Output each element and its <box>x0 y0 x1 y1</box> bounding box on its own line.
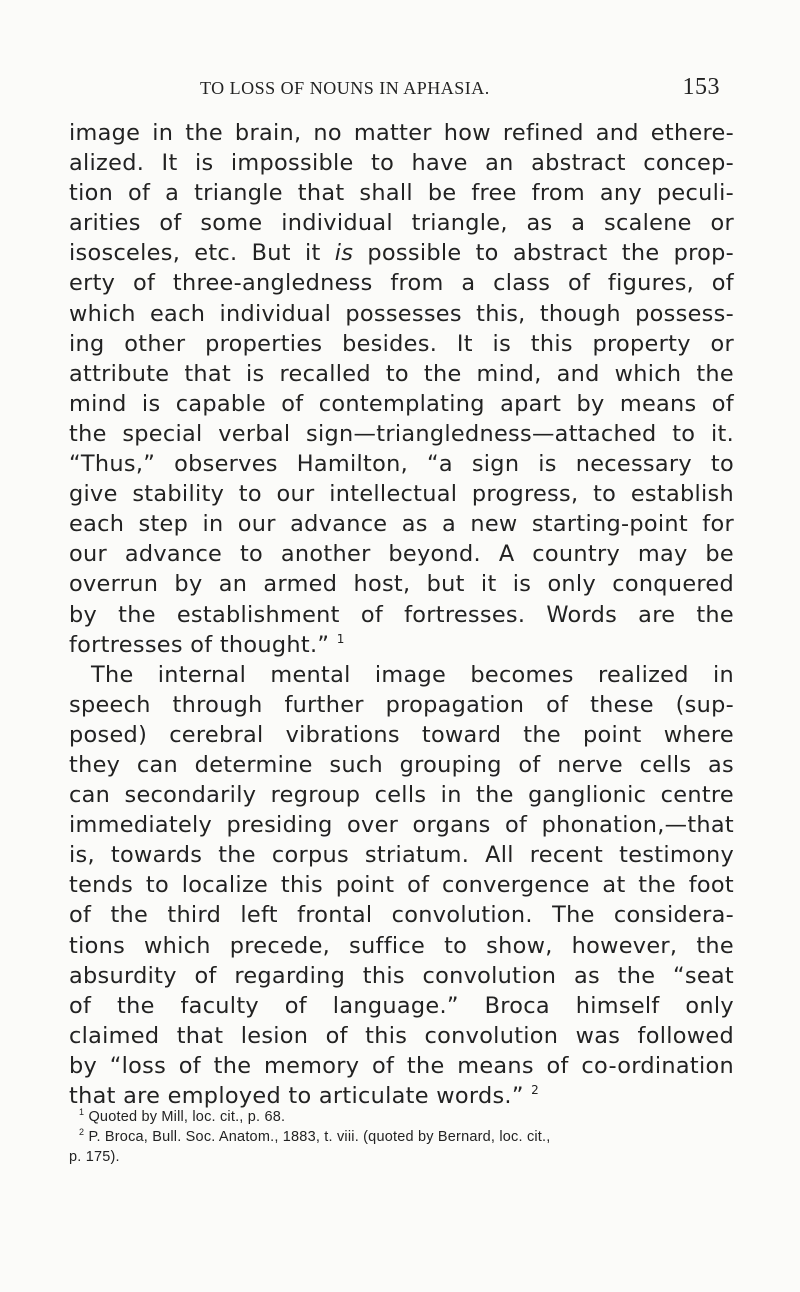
footnote-marker: 2 <box>79 1127 85 1137</box>
running-title: TO LOSS OF NOUNS IN APHASIA. <box>200 78 490 98</box>
text-line: our advance to another beyond. A country may be <box>69 541 734 568</box>
text-line: the special verbal sign—triangledness—attached to it. <box>69 420 734 447</box>
emphasis: is <box>334 240 354 267</box>
text-line: absurdity of regarding this convolution as the “seat <box>69 962 734 989</box>
text-line: of the faculty of language.” Broca himself only <box>69 992 734 1019</box>
text-line: mind is capable of contemplating apart by means of <box>69 390 734 417</box>
text-line-with-footnote <box>69 630 734 660</box>
footnote-ref: 1 <box>336 631 345 646</box>
text-line: tions which precede, suffice to show, however, the <box>69 932 734 959</box>
footnotes <box>69 1107 734 1167</box>
text-line: immediately presiding over organs of phonation,—that <box>69 812 734 839</box>
page-number: 153 <box>682 74 720 100</box>
text-line: they can determine such grouping of nerve cells as <box>69 751 734 778</box>
footnote-2-continued: p. 175). <box>69 1149 120 1165</box>
text-line: image in the brain, no matter how refined and ethere- <box>69 120 734 146</box>
footnote-ref: 2 <box>531 1083 540 1097</box>
text-line: isosceles, etc. But it is possible to abstract the prop- <box>69 240 734 267</box>
text-line: which each individual possesses this, though possess- <box>69 300 734 327</box>
text-line: by “loss of the memory of the means of co-ordination <box>69 1052 734 1079</box>
footnote-text: P. Broca, Bull. Soc. Anatom., 1883, t. viii. (quoted by Bernard, loc. cit., <box>88 1129 551 1145</box>
text-line: speech through further propagation of these (sup- <box>69 691 734 718</box>
text-line: each step in our advance as a new starting-point for <box>69 511 734 538</box>
text-line: erty of three-angledness from a class of figures, of <box>69 270 734 297</box>
text-line: that are employed to articulate words.” <box>69 1083 524 1109</box>
text-line: claimed that lesion of this convolution was followed <box>69 1022 734 1049</box>
footnote-text: Quoted by Mill, loc. cit., p. 68. <box>88 1109 286 1125</box>
text-line: is, towards the corpus striatum. All recent testimony <box>69 842 734 869</box>
footnote-1 <box>69 1107 734 1127</box>
text-line: give stability to our intellectual progress, to establish <box>69 481 734 508</box>
text-line: overrun by an armed host, but it is only conquered <box>69 571 734 598</box>
text-line: ing other properties besides. It is this property or <box>69 330 734 357</box>
text-line: can secondarily regroup cells in the ganglionic centre <box>69 782 734 809</box>
text-line: alized. It is impossible to have an abstract concep- <box>69 150 734 177</box>
text-line: tion of a triangle that shall be free from any peculi- <box>69 180 734 207</box>
text-line: posed) cerebral vibrations toward the point where <box>69 721 734 748</box>
text-line: fortresses of thought.” <box>69 631 330 658</box>
text-line: The internal mental image becomes realized in <box>91 661 734 688</box>
text-line: arities of some individual triangle, as a scalene or <box>69 210 734 237</box>
footnote-marker: 1 <box>79 1107 85 1117</box>
text-line: attribute that is recalled to the mind, and which the <box>69 360 734 387</box>
text-line: by the establishment of fortresses. Words are the <box>69 601 734 628</box>
text-line: of the third left frontal convolution. The considera- <box>69 902 734 929</box>
text-line: tends to localize this point of convergence at the foot <box>69 872 734 899</box>
body-text <box>69 118 734 1111</box>
text-line: “Thus,” observes Hamilton, “a sign is necessary to <box>69 451 734 478</box>
footnote-2 <box>69 1127 734 1147</box>
